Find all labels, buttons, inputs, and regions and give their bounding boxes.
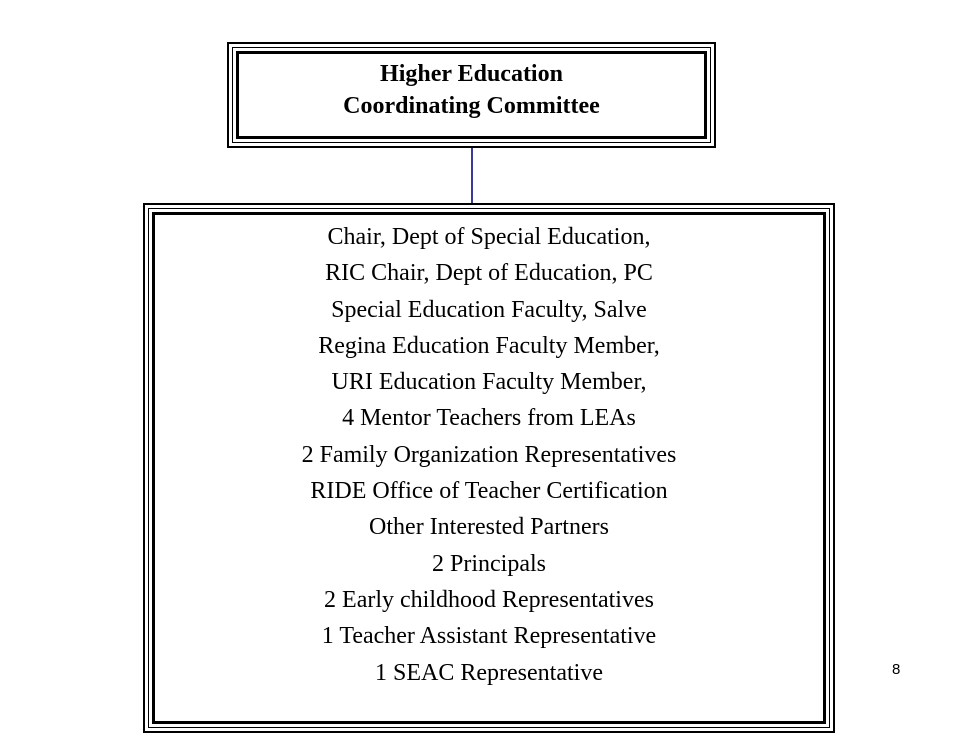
- member-item: Chair, Dept of Special Education,: [327, 224, 651, 250]
- member-item: Special Education Faculty, Salve: [331, 296, 647, 323]
- committee-title-line-1: Higher Education: [380, 61, 563, 87]
- members-box: [143, 203, 835, 733]
- member-item: 1 SEAC Representative: [375, 659, 603, 686]
- member-item: RIC Chair, Dept of Education, PC: [325, 260, 653, 287]
- member-list: [145, 219, 833, 691]
- committee-title: [229, 58, 714, 122]
- member-item: RIDE Office of Teacher Certification: [310, 478, 668, 505]
- committee-title-line-2: Coordinating Committee: [343, 93, 600, 119]
- member-item: URI Education Faculty Member,: [331, 369, 647, 396]
- member-item: 1 Teacher Assistant Representative: [321, 623, 657, 650]
- page-number: 8: [892, 661, 901, 678]
- member-item: 4 Mentor Teachers from LEAs: [342, 405, 636, 432]
- connector-line: [471, 148, 473, 205]
- member-item: 2 Family Organization Representatives: [301, 441, 677, 468]
- member-item: Regina Education Faculty Member,: [318, 332, 660, 359]
- member-item: 2 Principals: [432, 550, 546, 577]
- member-item: Other Interested Partners: [369, 514, 609, 541]
- member-item: 2 Early childhood Representatives: [324, 586, 654, 613]
- committee-box: [227, 42, 716, 148]
